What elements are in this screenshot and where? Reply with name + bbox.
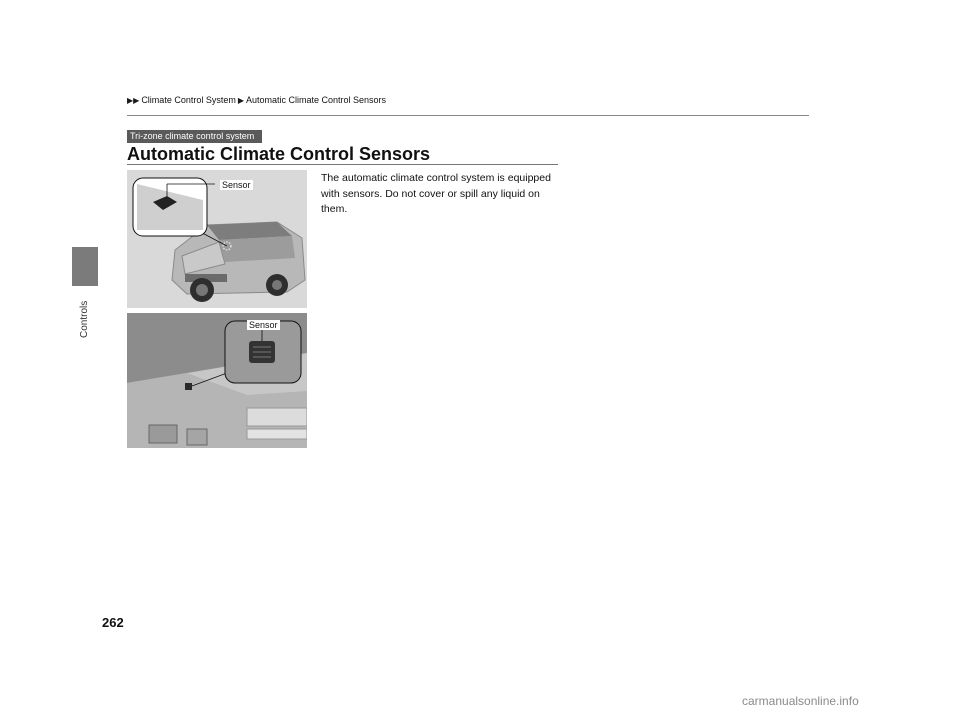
interior-sensor-figure: [127, 313, 307, 448]
minivan-illustration: [127, 170, 307, 308]
section-title: Automatic Climate Control Sensors: [127, 144, 431, 164]
breadcrumb-arrow-icon: ▶: [237, 95, 244, 105]
watermark: carmanualsonline.info: [742, 694, 859, 708]
section-body: The automatic climate control system is equipped with sensors. Do not cover or spill any liquid on them.: [321, 172, 551, 215]
breadcrumb-item-sensors[interactable]: Automatic Climate Control Sensors: [246, 95, 387, 105]
exterior-sensor-figure: [127, 170, 307, 308]
breadcrumb-arrow-icon: ▶▶: [127, 95, 140, 105]
chapter-label-text: Controls: [79, 300, 90, 338]
model-tag: Tri-zone climate control system: [127, 130, 262, 143]
sensor-callout-label: Sensor: [249, 320, 278, 330]
chapter-tab: [72, 247, 98, 286]
chapter-label: [73, 300, 97, 338]
sensor-callout-label: Sensor: [222, 180, 251, 190]
breadcrumb-item-climate-control[interactable]: Climate Control System: [141, 95, 236, 105]
header-divider: [127, 115, 809, 116]
dashboard-illustration: [127, 313, 307, 448]
page-number: 262: [102, 615, 124, 630]
title-divider: [127, 164, 558, 165]
breadcrumb: [127, 95, 386, 105]
